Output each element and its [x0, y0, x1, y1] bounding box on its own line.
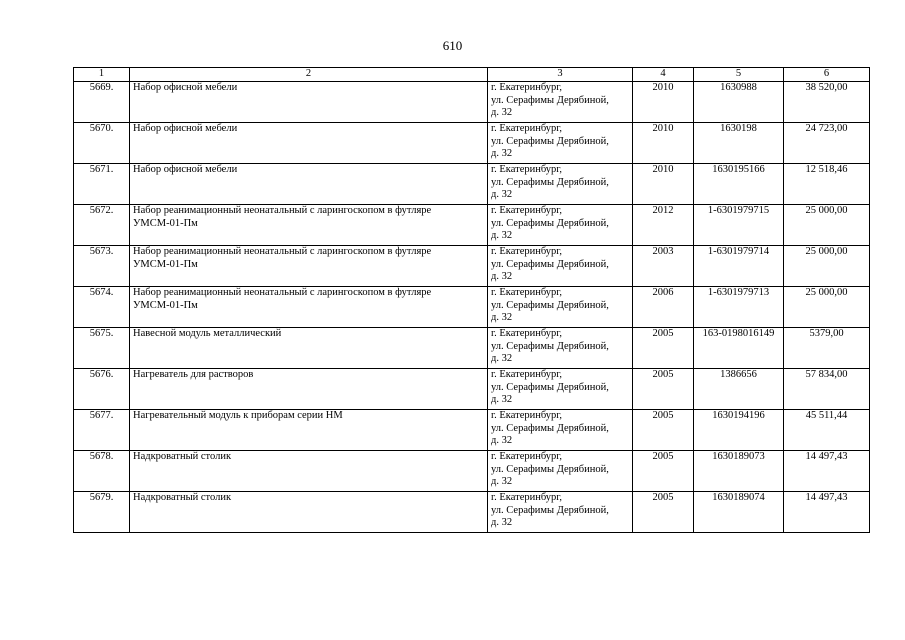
- item-name-cell: Надкроватный столик: [130, 492, 488, 533]
- year-cell: 2005: [633, 410, 694, 451]
- address-line: г. Екатеринбург,: [491, 451, 563, 462]
- table-row: [74, 82, 870, 123]
- cost-cell: 24 723,00: [784, 123, 870, 164]
- year-cell: 2005: [633, 328, 694, 369]
- address-line: ул. Серафимы Дерябиной,: [491, 504, 609, 516]
- address-line: д. 32: [491, 312, 513, 323]
- table-row: [74, 123, 870, 164]
- address-line: д. 32: [491, 189, 513, 200]
- year-cell: 2010: [633, 164, 694, 205]
- table-row: [74, 164, 870, 205]
- table-row: [74, 328, 870, 369]
- cost-cell: 25 000,00: [784, 246, 870, 287]
- address-line: д. 32: [491, 353, 513, 364]
- inventory-number-cell: 1-6301979714: [694, 246, 784, 287]
- table-row: [74, 410, 870, 451]
- item-name-cell: Набор офисной мебели: [130, 82, 488, 123]
- row-number-cell: 5676.: [74, 369, 130, 410]
- column-header: 1: [74, 68, 130, 82]
- address-line: ул. Серафимы Дерябиной,: [491, 94, 609, 106]
- cost-cell: 38 520,00: [784, 82, 870, 123]
- year-cell: 2005: [633, 369, 694, 410]
- inventory-number-cell: 1630988: [694, 82, 784, 123]
- address-line: г. Екатеринбург,: [491, 82, 563, 93]
- table-row: [74, 451, 870, 492]
- row-number-cell: 5677.: [74, 410, 130, 451]
- address-line: г. Екатеринбург,: [491, 492, 563, 503]
- address-cell: [488, 410, 633, 451]
- address-line: г. Екатеринбург,: [491, 328, 563, 339]
- address-line: г. Екатеринбург,: [491, 246, 563, 257]
- address-cell: [488, 164, 633, 205]
- address-line: д. 32: [491, 476, 513, 487]
- address-line: ул. Серафимы Дерябиной,: [491, 217, 609, 229]
- column-header: 2: [130, 68, 488, 82]
- table-row: [74, 369, 870, 410]
- address-line: д. 32: [491, 271, 513, 282]
- address-line: г. Екатеринбург,: [491, 287, 563, 298]
- cost-cell: 25 000,00: [784, 287, 870, 328]
- inventory-number-cell: 1-6301979715: [694, 205, 784, 246]
- row-number-cell: 5674.: [74, 287, 130, 328]
- inventory-number-cell: 1630189073: [694, 451, 784, 492]
- row-number-cell: 5678.: [74, 451, 130, 492]
- address-line: ул. Серафимы Дерябиной,: [491, 135, 609, 147]
- inventory-number-cell: 1386656: [694, 369, 784, 410]
- inventory-number-cell: 1630195166: [694, 164, 784, 205]
- item-name-cell: Надкроватный столик: [130, 451, 488, 492]
- year-cell: 2010: [633, 123, 694, 164]
- address-cell: [488, 369, 633, 410]
- address-line: д. 32: [491, 435, 513, 446]
- address-line: г. Екатеринбург,: [491, 205, 563, 216]
- inventory-number-cell: 1630198: [694, 123, 784, 164]
- table-row: [74, 246, 870, 287]
- address-line: д. 32: [491, 148, 513, 159]
- address-line: г. Екатеринбург,: [491, 369, 563, 380]
- address-line: г. Екатеринбург,: [491, 164, 563, 175]
- column-header: 6: [784, 68, 870, 82]
- address-line: ул. Серафимы Дерябиной,: [491, 258, 609, 270]
- row-number-cell: 5673.: [74, 246, 130, 287]
- table-body: [74, 82, 870, 533]
- item-name-cell: Навесной модуль металлический: [130, 328, 488, 369]
- address-line: ул. Серафимы Дерябиной,: [491, 381, 609, 393]
- address-line: д. 32: [491, 230, 513, 241]
- address-line: ул. Серафимы Дерябиной,: [491, 340, 609, 352]
- property-table: [73, 67, 870, 533]
- address-cell: [488, 205, 633, 246]
- inventory-number-cell: 1630189074: [694, 492, 784, 533]
- cost-cell: 14 497,43: [784, 451, 870, 492]
- year-cell: 2005: [633, 451, 694, 492]
- address-cell: [488, 451, 633, 492]
- item-name-cell: Набор реанимационный неонатальный с ларингоскопом в футляре УМСМ-01-Пм: [130, 246, 488, 287]
- address-cell: [488, 82, 633, 123]
- address-line: ул. Серафимы Дерябиной,: [491, 463, 609, 475]
- address-line: д. 32: [491, 394, 513, 405]
- inventory-number-cell: 1-6301979713: [694, 287, 784, 328]
- column-header: 3: [488, 68, 633, 82]
- item-name-cell: Набор офисной мебели: [130, 164, 488, 205]
- address-line: ул. Серафимы Дерябиной,: [491, 176, 609, 188]
- row-number-cell: 5679.: [74, 492, 130, 533]
- cost-cell: 45 511,44: [784, 410, 870, 451]
- item-name-cell: Набор реанимационный неонатальный с ларингоскопом в футляре УМСМ-01-Пм: [130, 205, 488, 246]
- address-cell: [488, 123, 633, 164]
- address-line: д. 32: [491, 517, 513, 528]
- year-cell: 2003: [633, 246, 694, 287]
- year-cell: 2010: [633, 82, 694, 123]
- column-header: 5: [694, 68, 784, 82]
- row-number-cell: 5672.: [74, 205, 130, 246]
- inventory-number-cell: 1630194196: [694, 410, 784, 451]
- address-line: ул. Серафимы Дерябиной,: [491, 422, 609, 434]
- item-name-cell: Набор реанимационный неонатальный с ларингоскопом в футляре УМСМ-01-Пм: [130, 287, 488, 328]
- year-cell: 2012: [633, 205, 694, 246]
- cost-cell: 57 834,00: [784, 369, 870, 410]
- year-cell: 2006: [633, 287, 694, 328]
- address-line: д. 32: [491, 107, 513, 118]
- table-row: [74, 205, 870, 246]
- cost-cell: 12 518,46: [784, 164, 870, 205]
- column-header: 4: [633, 68, 694, 82]
- address-line: г. Екатеринбург,: [491, 410, 563, 421]
- cost-cell: 25 000,00: [784, 205, 870, 246]
- address-cell: [488, 287, 633, 328]
- inventory-number-cell: 163-0198016149: [694, 328, 784, 369]
- row-number-cell: 5669.: [74, 82, 130, 123]
- year-cell: 2005: [633, 492, 694, 533]
- address-line: г. Екатеринбург,: [491, 123, 563, 134]
- page-number: 610: [442, 38, 463, 53]
- address-cell: [488, 492, 633, 533]
- table-header-row: [74, 68, 870, 82]
- address-line: ул. Серафимы Дерябиной,: [491, 299, 609, 311]
- row-number-cell: 5675.: [74, 328, 130, 369]
- item-name-cell: Набор офисной мебели: [130, 123, 488, 164]
- cost-cell: 5379,00: [784, 328, 870, 369]
- address-cell: [488, 246, 633, 287]
- table-row: [74, 492, 870, 533]
- item-name-cell: Нагреватель для растворов: [130, 369, 488, 410]
- row-number-cell: 5671.: [74, 164, 130, 205]
- table-row: [74, 287, 870, 328]
- cost-cell: 14 497,43: [784, 492, 870, 533]
- item-name-cell: Нагревательный модуль к приборам серии НМ: [130, 410, 488, 451]
- address-cell: [488, 328, 633, 369]
- row-number-cell: 5670.: [74, 123, 130, 164]
